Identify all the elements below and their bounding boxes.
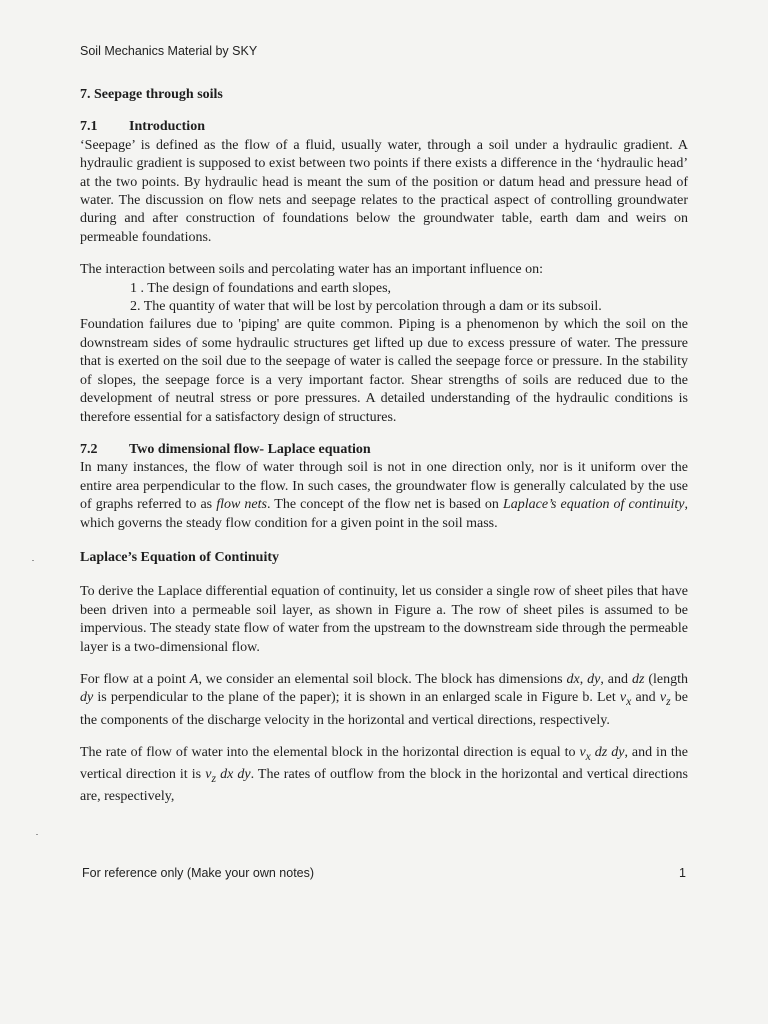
list-item: 1 . The design of foundations and earth slopes, <box>130 280 392 296</box>
laplace-heading: Laplace’s Equation of Continuity <box>80 549 280 565</box>
subsection-title: Two dimensional flow- Laplace equation <box>129 441 371 457</box>
intro-paragraph-1: ‘Seepage’ is defined as the flow of a fluid, usually water, through a soil under a hydraulic gradient. A hydraulic gradient is supposed to exist between two points if there exists a difference in the ‘hydraulic head’ at the two points. By hydraulic head is meant the sum of the position or datum head and pressure head of water. The discussion on flow nets and seepage relates to the practical aspect of controlling groundwater during and after construction of foundations below the groundwater table, earth dam and weirs on permeable foundations. <box>80 137 688 245</box>
page-header: Soil Mechanics Material by SKY <box>80 44 258 58</box>
laplace-paragraph-2: For flow at a point A, we consider an elemental soil block. The block has dimensions dx, dy, and dz (length dy is perpendicular to the plane of the paper); it is shown in an enlarged scale in Figure b. Let $v_x$ and $v_z$ be the components of the discharge velocity in the horizontal and vertical directions, respectively. <box>80 671 689 728</box>
scan-speck <box>32 560 34 561</box>
laplace-paragraph-1: To derive the Laplace differential equation of continuity, let us consider a single row of sheet piles that have been driven into a permeable soil layer, as shown in Figure a. The row of sheet piles is assumed to be impervious. The steady state flow of water from the upstream to the downstream side through the permeable layer is a two-dimensional flow. <box>80 584 688 655</box>
section-title: 7. Seepage through soils <box>80 87 223 102</box>
page-number: 1 <box>679 866 686 880</box>
page-content <box>80 86 688 807</box>
footer-note: For reference only (Make your own notes) <box>82 866 315 880</box>
intro-paragraph-2: The interaction between soils and percolating water has an important influence on: <box>80 262 544 278</box>
subsection-heading-laplace <box>80 441 688 459</box>
scan-speck <box>36 834 38 835</box>
subsection-number: 7.2 <box>80 441 98 457</box>
subsection-number: 7.1 <box>80 119 98 135</box>
subsection-title: Introduction <box>129 119 205 135</box>
list-item: 2. The quantity of water that will be lost by percolation through a dam or its subsoil. <box>130 299 602 315</box>
laplace-paragraph-3: The rate of flow of water into the elemental block in the horizontal direction is equal to $v_x$ dz dy, and in the vertical direction it is $v_z$ dx dy. The rates of outflow from the block in the horizontal and vertical directions are, respectively, <box>80 744 688 805</box>
two-dim-flow-paragraph: In many instances, the flow of water through soil is not in one direction only, nor is it uniform over the entire area perpendicular to the flow. In such cases, the groundwater flow is generally calculated by the use of graphs referred to as flow nets. The concept of the flow net is based on Laplace’s equation of continuity, which governs the steady flow condition for a given point in the soil mass. <box>80 460 689 531</box>
subsection-heading-introduction <box>80 118 688 136</box>
influence-list <box>80 280 688 317</box>
intro-paragraph-3: Foundation failures due to 'piping' are quite common. Piping is a phenomenon by which the soil on the downstream sides of some hydraulic structures get lifted up due to excess pressure of water. The pressure that is exerted on the soil due to the seepage of water is called the seepage force or pressure. In the stability of slopes, the seepage force is a very important factor. Shear strengths of soils are reduced due to the development of neutral stress or pore pressures. A detailed understanding of the hydraulic conditions is therefore essential for a satisfactory design of structures. <box>80 317 688 425</box>
